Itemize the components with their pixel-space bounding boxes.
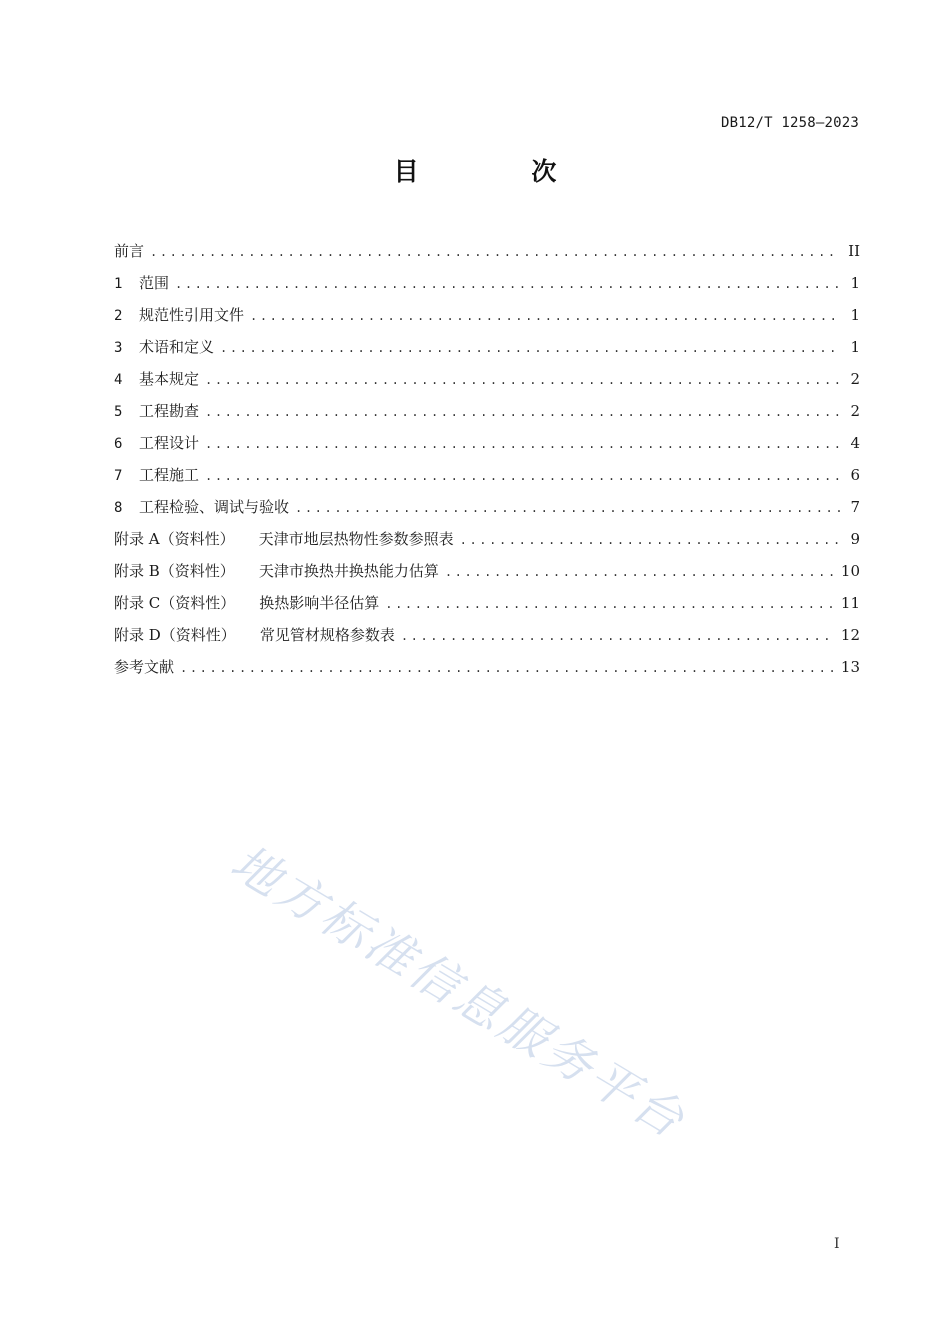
toc-entry-page: 9 xyxy=(850,530,860,548)
toc-dot-leader xyxy=(205,433,840,455)
toc-entry-page: 6 xyxy=(850,466,860,484)
toc-entry-4[interactable] xyxy=(114,368,860,400)
toc-entry-7[interactable] xyxy=(114,464,860,496)
toc-entry-label: 换热影响半径估算 xyxy=(259,594,380,612)
page-number: I xyxy=(834,1236,840,1252)
toc-entry-page: II xyxy=(848,242,860,260)
toc-dot-leader xyxy=(205,401,840,423)
toc-entry-page: 1 xyxy=(850,338,860,356)
toc-entry-5[interactable] xyxy=(114,400,860,432)
toc-appendix-type: （资料性） xyxy=(159,530,235,548)
toc-dot-leader xyxy=(460,529,840,551)
toc-appendix-type: （资料性） xyxy=(160,626,236,644)
toc-dot-leader xyxy=(205,369,840,391)
page-title: 目 次 xyxy=(393,157,609,186)
toc-entry-page: 10 xyxy=(840,562,860,580)
toc-entry-label: 天津市地层热物性参数参照表 xyxy=(258,530,454,548)
toc-entry-label: 范围 xyxy=(139,274,170,292)
toc-entry-label: 规范性引用文件 xyxy=(139,306,245,324)
toc-dot-leader xyxy=(250,305,840,327)
toc-appendix-d[interactable] xyxy=(114,624,860,656)
toc-entry-page: 13 xyxy=(840,658,860,676)
toc-entry-label: 参考文献 xyxy=(114,658,175,676)
toc-appendix-type: （资料性） xyxy=(160,594,236,612)
toc-entry-foreword[interactable] xyxy=(114,240,860,272)
toc-entry-page: 4 xyxy=(850,434,860,452)
toc-appendix-prefix: 附录 A xyxy=(114,530,160,548)
toc-entry-label: 常见管材规格参数表 xyxy=(259,626,395,644)
toc-entry-number: 6 xyxy=(114,436,123,452)
toc-entry-number: 5 xyxy=(114,404,123,420)
toc-dot-leader xyxy=(205,465,840,487)
toc-entry-label: 工程检验、调试与验收 xyxy=(139,498,290,516)
toc-entry-8[interactable] xyxy=(114,496,860,528)
toc-appendix-b[interactable] xyxy=(114,560,860,592)
toc-entry-label: 工程设计 xyxy=(139,434,200,452)
toc-entry-number: 2 xyxy=(114,308,123,324)
toc-dot-leader xyxy=(295,497,840,519)
toc-entry-label: 前言 xyxy=(114,242,145,260)
toc-entry-page: 7 xyxy=(850,498,860,516)
toc-entry-number: 3 xyxy=(114,340,123,356)
toc-entry-label: 工程勘查 xyxy=(139,402,200,420)
toc-appendix-c[interactable] xyxy=(114,592,860,624)
toc-dot-leader xyxy=(150,241,840,263)
table-of-contents xyxy=(114,240,860,688)
toc-entry-number: 8 xyxy=(114,500,123,516)
toc-entry-number: 7 xyxy=(114,468,123,484)
toc-appendix-prefix: 附录 B xyxy=(114,562,160,580)
toc-entry-page: 11 xyxy=(840,594,860,612)
toc-entry-2[interactable] xyxy=(114,304,860,336)
toc-dot-leader xyxy=(401,625,835,647)
toc-entry-page: 2 xyxy=(850,370,860,388)
toc-dot-leader xyxy=(180,657,835,679)
toc-appendix-prefix: 附录 C xyxy=(114,594,161,612)
toc-appendix-type: （资料性） xyxy=(159,562,235,580)
toc-entry-label: 基本规定 xyxy=(139,370,200,388)
toc-entry-6[interactable] xyxy=(114,432,860,464)
toc-entry-page: 2 xyxy=(850,402,860,420)
toc-entry-3[interactable] xyxy=(114,336,860,368)
toc-entry-label: 工程施工 xyxy=(139,466,200,484)
toc-entry-number: 4 xyxy=(114,372,123,388)
toc-appendix-prefix: 附录 D xyxy=(114,626,161,644)
toc-entry-page: 1 xyxy=(850,306,860,324)
toc-dot-leader xyxy=(175,273,840,295)
toc-entry-references[interactable] xyxy=(114,656,860,688)
toc-entry-page: 1 xyxy=(850,274,860,292)
toc-entry-page: 12 xyxy=(840,626,860,644)
document-code: DB12/T 1258—2023 xyxy=(720,115,859,131)
toc-dot-leader xyxy=(385,593,835,615)
toc-dot-leader xyxy=(445,561,835,583)
toc-dot-leader xyxy=(220,337,840,359)
watermark-text: 地方标准信息服务平台 xyxy=(221,834,696,1151)
toc-entry-1[interactable] xyxy=(114,272,860,304)
toc-entry-label: 术语和定义 xyxy=(139,338,215,356)
toc-entry-number: 1 xyxy=(114,276,123,292)
toc-appendix-a[interactable] xyxy=(114,528,860,560)
toc-entry-label: 天津市换热井换热能力估算 xyxy=(258,562,439,580)
